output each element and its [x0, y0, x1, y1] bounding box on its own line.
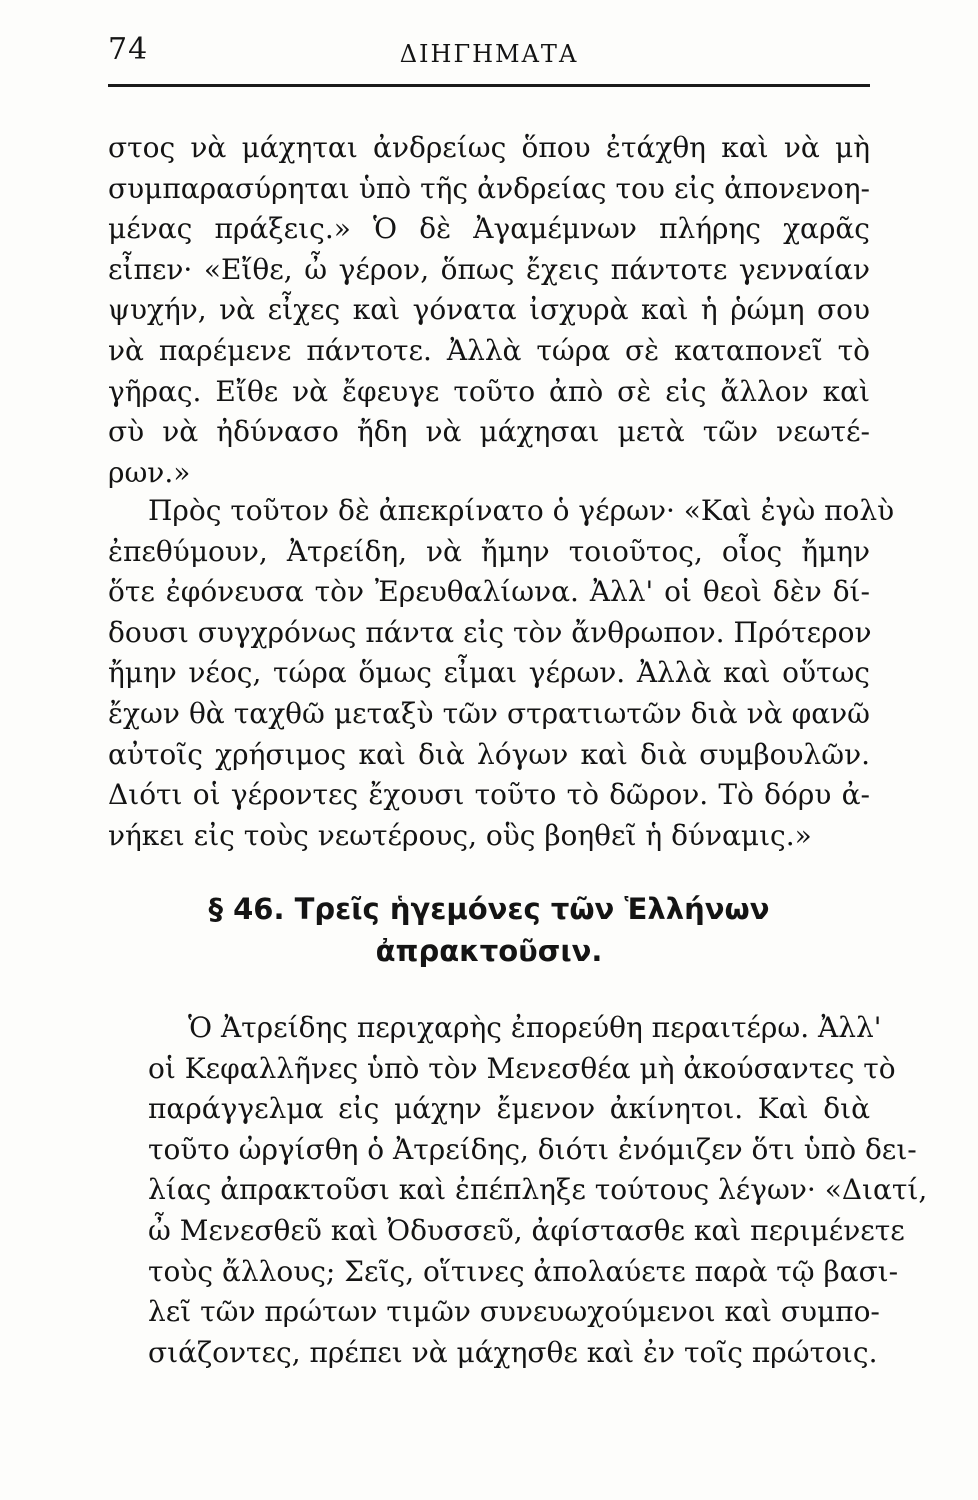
text-line: συμπαρασύρηται ὑπὸ τῆς ἀνδρείας του εἰς ἀπονενοη-: [108, 171, 870, 205]
text-line: ἤμην νέος, τώρα ὅμως εἶμαι γέρων. Ἀλλὰ καὶ οὕτως: [108, 656, 870, 690]
text-line: νὰ παρέμενε πάντοτε. Ἀλλὰ τώρα σὲ καταπονεῖ τὸ: [108, 333, 870, 367]
paragraph-nestor-reply: [108, 491, 895, 856]
text-line: νήκει εἰς τοὺς νεωτέρους, οὓς βοηθεῖ ἡ δύναμις.»: [108, 818, 812, 852]
text-line: ἔχων θὰ ταχθῶ μεταξὺ τῶν στρατιωτῶν διὰ νὰ φανῶ: [108, 696, 870, 730]
text-line: οἱ Κεφαλλῆνες ὑπὸ τὸν Μενεσθέα μὴ ἀκούσαντες τὸ: [148, 1051, 896, 1085]
paragraph-continued: [108, 128, 870, 493]
text-line: σιάζοντες, πρέπει νὰ μάχησθε καὶ ἐν τοῖς πρώτοις.: [148, 1335, 878, 1369]
text-line: στος νὰ μάχηται ἀνδρείως ὅπου ἐτάχθη καὶ νὰ μὴ: [108, 131, 870, 164]
text-line: Ὁ Ἀτρείδης περιχαρὴς ἐπορεύθη περαιτέρω. Ἀλλ': [188, 1011, 882, 1044]
text-line: εἶπεν· «Εἴθε, ὦ γέρον, ὅπως ἔχεις πάντοτε γενναίαν: [108, 252, 870, 286]
text-line: ψυχήν, νὰ εἶχες καὶ γόνατα ἰσχυρὰ καὶ ἡ ῥώμη σου: [108, 293, 870, 327]
section-heading-line: ἀπρακτοῦσιν.: [375, 934, 603, 968]
header-rule: [108, 84, 870, 87]
page-header: [108, 32, 870, 76]
page-number: 74: [108, 32, 149, 67]
text-line: γῆρας. Εἴθε νὰ ἔφευγε τοῦτο ἀπὸ σὲ εἰς ἄλλον καὶ: [108, 374, 870, 408]
text-line: ὦ Μενεσθεῦ καὶ Ὀδυσσεῦ, ἀφίστασθε καὶ περιμένετε: [148, 1213, 905, 1247]
text-line: Διότι οἱ γέροντες ἔχουσι τοῦτο τὸ δῶρον. Τὸ δόρυ ἀ-: [108, 778, 870, 812]
text-line: παράγγελμα εἰς μάχην ἔμενον ἀκίνητοι. Καὶ διὰ: [148, 1092, 870, 1126]
text-line: λίας ἀπρακτοῦσι καὶ ἐπέπληξε τούτους λέγων· «Διατί,: [148, 1173, 928, 1207]
text-line: ὅτε ἐφόνευσα τὸν Ἐρευθαλίωνα. Ἀλλ' οἱ θεοὶ δὲν δί-: [108, 575, 870, 609]
text-line: Πρὸς τοῦτον δὲ ἀπεκρίνατο ὁ γέρων· «Καὶ ἐγὼ πολὺ: [148, 494, 895, 527]
section-heading: [108, 888, 870, 972]
section-heading-line: § 46. Τρεῖς ἡγεμόνες τῶν Ἑλλήνων: [208, 892, 770, 926]
text-line: αὐτοῖς χρήσιμος καὶ διὰ λόγων καὶ διὰ συμβουλῶν.: [108, 737, 870, 771]
text-line: ἐπεθύμουν, Ἀτρείδη, νὰ ἤμην τοιοῦτος, οἷος ἤμην: [108, 534, 870, 568]
text-line: δουσι συγχρόνως πάντα εἰς τὸν ἄνθρωπον. Πρότερον: [108, 615, 872, 649]
text-line: σὺ νὰ ἠδύνασο ἤδη νὰ μάχησαι μετὰ τῶν νεωτέ-: [108, 415, 870, 449]
running-title: ΔΙΗΓΗΜΑΤΑ: [399, 40, 579, 68]
text-line: μένας πράξεις.» Ὁ δὲ Ἀγαμέμνων πλήρης χαρᾶς: [108, 212, 870, 246]
text-line: λεῖ τῶν πρώτων τιμῶν συνευωχούμενοι καὶ συμπο-: [148, 1295, 880, 1329]
text-line: τοῦτο ὠργίσθη ὁ Ἀτρείδης, διότι ἐνόμιζεν ὅτι ὑπὸ δει-: [148, 1132, 917, 1166]
section-body: [108, 1008, 928, 1373]
text-line: ρων.»: [108, 455, 191, 489]
text-line: τοὺς ἄλλους; Σεῖς, οἵτινες ἀπολαύετε παρὰ τῷ βασι-: [148, 1254, 899, 1288]
